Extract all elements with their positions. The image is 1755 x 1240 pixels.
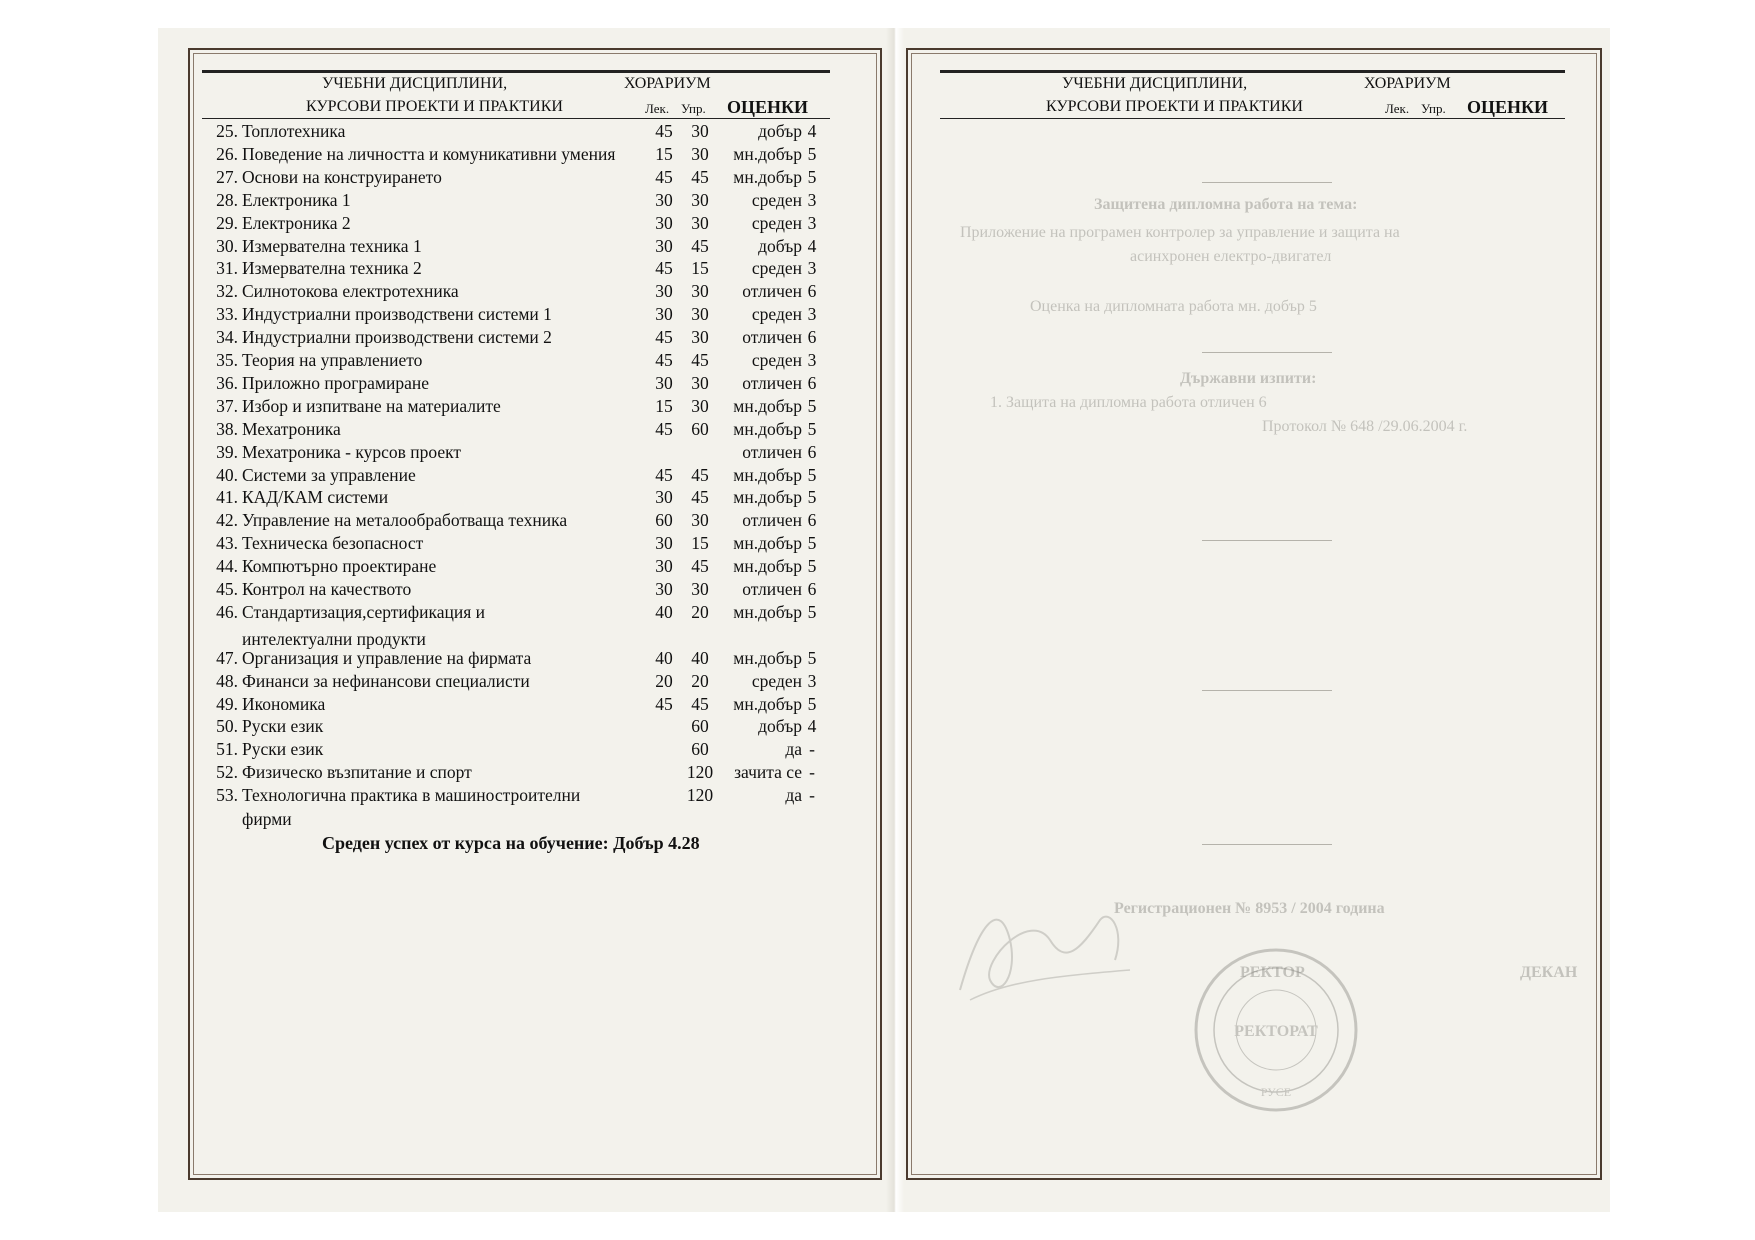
table-row [206,120,816,142]
cell-word: среден [751,258,802,279]
table-row [206,693,816,715]
table-row [206,166,816,188]
cell-num: 48. [216,670,238,691]
cell-lec: 45 [655,121,673,141]
ghost-thesis-topic-1: Приложение на програмен контролер за управление и защита на [960,224,1400,241]
cell-digit: 5 [807,601,817,622]
table-row [206,486,816,508]
cell-word: мн.добър [733,556,802,577]
ghost-divider [1202,182,1332,183]
cell-digit: 3 [807,670,817,691]
cell-lec: 15 [655,395,673,416]
cell-word: среден [751,304,802,325]
cell-digit: 3 [807,258,817,279]
cell-pr: 60 [691,716,709,737]
cell-lec: 30 [655,235,673,256]
ghost-registration: Регистрационен № 8953 / 2004 година [1114,900,1385,917]
right-header-pr: Упр. [1421,101,1446,116]
cell-name: Електроника 2 [242,212,351,233]
header-pr: Упр. [681,101,706,116]
cell-word: отличен [742,327,802,348]
cell-lec: 30 [655,372,673,393]
cell-name: Основи на конструирането [242,166,442,187]
ghost-divider [1202,352,1332,353]
cell-word: отличен [742,281,802,302]
ghost-rector: РЕКТОР [1240,964,1305,981]
row-continuation-46: интелектуални продукти [242,629,426,649]
cell-pr: 30 [691,395,709,416]
cell-num: 35. [216,350,238,370]
ghost-thesis-grade: Оценка на дипломната работа мн. добър 5 [1030,298,1317,315]
cell-name: Физическо възпитание и спорт [242,762,472,783]
cell-word: мн.добър [733,464,802,485]
cell-word: да [785,785,802,806]
header-lec: Лек. [645,101,670,116]
cell-digit: 5 [807,395,817,416]
cell-num: 34. [216,327,238,348]
cell-num: 45. [216,579,238,599]
ghost-thesis-topic-2: асинхронен електро-двигател [1130,248,1332,265]
table-row [206,715,816,737]
cell-name: Стандартизация,сертификация и [242,601,485,622]
cell-name: Мехатроника [242,418,341,439]
cell-word: отличен [742,510,802,531]
cell-digit: 4 [807,716,817,737]
table-row [206,257,816,279]
cell-num: 37. [216,395,238,416]
right-header-grades: ОЦЕНКИ [1467,97,1549,117]
cell-pr: 45 [691,464,709,485]
table-row [206,372,816,394]
cell-word: мн.добър [733,647,802,668]
cell-name: Икономика [242,693,326,714]
cell-lec: 30 [655,281,673,302]
cell-name: Организация и управление на фирмата [242,647,532,668]
cell-name: Измервателна техника 2 [242,258,422,279]
cell-word: да [785,739,802,760]
cell-pr: 45 [691,350,709,370]
cell-word: мн.добър [733,693,802,714]
cell-pr: 20 [691,670,709,691]
cell-num: 53. [216,785,238,806]
cell-digit: 5 [807,693,817,714]
cell-name: Компютърно проектиране [242,556,437,577]
table-row [206,235,816,257]
cell-digit: - [809,762,815,783]
cell-name: Технологична практика в машиностроителни [242,785,581,806]
cell-pr: 60 [691,739,709,760]
cell-digit: 5 [807,487,817,508]
cell-name: Индустриални производствени системи 2 [242,327,552,348]
cell-num: 28. [216,189,238,210]
cell-name: Руски език [242,739,324,760]
cell-pr: 15 [691,258,709,279]
cell-num: 39. [216,441,238,462]
cell-word: мн.добър [733,418,802,439]
cell-pr: 15 [691,533,709,554]
table-row [206,303,816,325]
cell-word: отличен [742,579,802,599]
ghost-protocol: Протокол № 648 /29.06.2004 г. [1262,418,1468,435]
cell-digit: 5 [807,556,817,577]
ghost-state-exam-1: 1. Защита на дипломна работа отличен 6 [990,394,1267,411]
cell-name: Финанси за нефинансови специалисти [242,670,530,691]
cell-lec: 30 [655,556,673,577]
cell-pr: 30 [691,143,709,164]
right-header-lec: Лек. [1385,101,1410,116]
table-row [206,509,816,531]
cell-pr: 45 [691,693,709,714]
cell-digit: 5 [807,166,817,187]
cell-word: мн.добър [733,395,802,416]
table-row [206,784,816,806]
cell-num: 44. [216,556,238,577]
cell-pr: 40 [691,647,709,668]
ghost-dean: ДЕКАН [1520,964,1578,981]
row-continuation-53: фирми [242,809,292,829]
cell-word: мн.добър [733,533,802,554]
cell-word: среден [751,189,802,210]
cell-word: зачита се [734,762,802,783]
table-row [206,326,816,348]
cell-pr: 45 [691,235,709,256]
cell-lec: 40 [655,647,673,668]
cell-digit: 4 [807,121,817,141]
cell-lec: 45 [655,464,673,485]
cell-pr: 30 [691,212,709,233]
cell-digit: 6 [807,510,817,531]
cell-name: Избор и изпитване на материалите [242,395,501,416]
ghost-thesis-heading: Защитена дипломна работа на тема: [1094,196,1358,213]
cell-pr: 20 [691,601,709,622]
table-row [206,441,816,463]
average-grade-line: Среден успех от курса на обучение: Добър 4.28 [322,833,700,853]
cell-word: добър [758,716,802,737]
cell-num: 42. [216,510,238,531]
cell-digit: 5 [807,143,817,164]
cell-digit: 3 [807,189,817,210]
ghost-state-exams: Държавни изпити: [1180,370,1317,387]
cell-word: мн.добър [733,143,802,164]
ghost-divider [1202,540,1332,541]
cell-name: Руски език [242,716,324,737]
cell-num: 27. [216,166,238,187]
cell-digit: - [809,785,815,806]
cell-name: Измервателна техника 1 [242,235,422,256]
signature-graphic [940,880,1140,1020]
cell-num: 36. [216,372,238,393]
cell-pr: 30 [691,510,709,531]
cell-name: Топлотехника [242,121,346,141]
cell-word: среден [751,212,802,233]
cell-digit: 5 [807,418,817,439]
table-row [206,578,816,600]
header-hours: ХОРАРИУМ [624,75,711,92]
cell-word: отличен [742,441,802,462]
header-rule-top [202,70,830,73]
table-row [206,418,816,440]
cell-num: 25. [216,121,238,141]
cell-num: 29. [216,212,238,233]
cell-num: 51. [216,739,238,760]
table-row [206,464,816,486]
cell-num: 52. [216,762,238,783]
cell-lec: 60 [655,510,673,531]
cell-digit: 3 [807,212,817,233]
cell-name: Поведение на личността и комуникативни умения [242,143,616,164]
cell-name: Теория на управлението [242,350,423,370]
cell-digit: 6 [807,327,817,348]
table-row [206,601,816,623]
cell-name: Приложно програмиране [242,372,430,393]
cell-lec: 30 [655,487,673,508]
cell-lec: 45 [655,166,673,187]
cell-pr: 30 [691,281,709,302]
cell-word: мн.добър [733,166,802,187]
cell-pr: 60 [691,418,709,439]
cell-pr: 30 [691,579,709,599]
cell-pr: 30 [691,304,709,325]
cell-digit: 3 [807,304,817,325]
table-row [206,555,816,577]
cell-num: 46. [216,601,238,622]
cell-num: 47. [216,647,238,668]
cell-word: добър [758,235,802,256]
cell-digit: - [809,739,815,760]
cell-num: 38. [216,418,238,439]
header-grades: ОЦЕНКИ [727,97,809,117]
seal-center-text: РЕКТОРАТ [1234,1023,1318,1040]
cell-num: 33. [216,304,238,325]
right-header-hours: ХОРАРИУМ [1364,75,1451,92]
cell-word: мн.добър [733,601,802,622]
cell-pr: 30 [691,189,709,210]
table-row [206,349,816,371]
cell-word: мн.добър [733,487,802,508]
cell-lec: 45 [655,418,673,439]
header-col-line1: УЧЕБНИ ДИСЦИПЛИНИ, [322,75,508,92]
right-header-rule-top [940,70,1565,73]
cell-name: Контрол на качеството [242,579,412,599]
cell-word: отличен [742,372,802,393]
cell-num: 40. [216,464,238,485]
cell-digit: 6 [807,441,817,462]
table-row [206,532,816,554]
cell-digit: 6 [807,579,817,599]
cell-name: Индустриални производствени системи 1 [242,304,552,325]
round-seal-graphic [1192,946,1360,1114]
cell-lec: 45 [655,693,673,714]
cell-pr: 45 [691,556,709,577]
cell-pr: 120 [686,785,714,806]
cell-name: Силнотокова електротехника [242,281,459,302]
cell-pr: 45 [691,166,709,187]
cell-word: среден [751,350,802,370]
cell-lec: 45 [655,350,673,370]
table-row [206,280,816,302]
right-header-col-line1: УЧЕБНИ ДИСЦИПЛИНИ, [1062,75,1248,92]
cell-lec: 30 [655,189,673,210]
cell-name: Системи за управление [242,464,416,485]
cell-lec: 45 [655,327,673,348]
cell-pr: 30 [691,327,709,348]
cell-pr: 30 [691,121,709,141]
cell-name: Управление на металообработваща техника [242,510,568,531]
right-header-rule-bottom [940,118,1565,119]
cell-name: КАД/КАМ системи [242,487,389,508]
cell-digit: 5 [807,647,817,668]
center-fold [886,28,904,1212]
cell-lec: 30 [655,533,673,554]
cell-digit: 3 [807,350,817,370]
seal-bottom-text: РУСЕ [1260,1085,1292,1099]
cell-num: 32. [216,281,238,302]
cell-lec: 15 [655,143,673,164]
cell-lec: 30 [655,579,673,599]
cell-num: 41. [216,487,238,508]
table-row [206,143,816,165]
cell-pr: 30 [691,372,709,393]
cell-lec: 45 [655,258,673,279]
cell-num: 30. [216,235,238,256]
cell-lec: 40 [655,601,673,622]
header-col-line2: КУРСОВИ ПРОЕКТИ И ПРАКТИКИ [306,98,563,115]
cell-word: среден [751,670,802,691]
ghost-divider [1202,844,1332,845]
cell-word: добър [758,121,802,141]
table-row [206,670,816,692]
cell-name: Електроника 1 [242,189,351,210]
cell-num: 26. [216,143,238,164]
cell-digit: 5 [807,533,817,554]
cell-lec: 30 [655,212,673,233]
header-rule-bottom [202,118,830,119]
cell-pr: 120 [686,762,714,783]
cell-num: 43. [216,533,238,554]
table-row [206,189,816,211]
right-header-col-line2: КУРСОВИ ПРОЕКТИ И ПРАКТИКИ [1046,98,1303,115]
cell-digit: 5 [807,464,817,485]
table-row [206,395,816,417]
cell-digit: 6 [807,281,817,302]
cell-pr: 45 [691,487,709,508]
table-row [206,761,816,783]
cell-name: Мехатроника - курсов проект [242,441,462,462]
cell-num: 31. [216,258,238,279]
ghost-divider [1202,690,1332,691]
table-row [206,738,816,760]
cell-digit: 4 [807,235,817,256]
table-row [206,212,816,234]
cell-num: 49. [216,693,238,714]
cell-num: 50. [216,716,238,737]
cell-name: Техническа безопасност [242,533,424,554]
cell-digit: 6 [807,372,817,393]
cell-lec: 30 [655,304,673,325]
cell-lec: 20 [655,670,673,691]
